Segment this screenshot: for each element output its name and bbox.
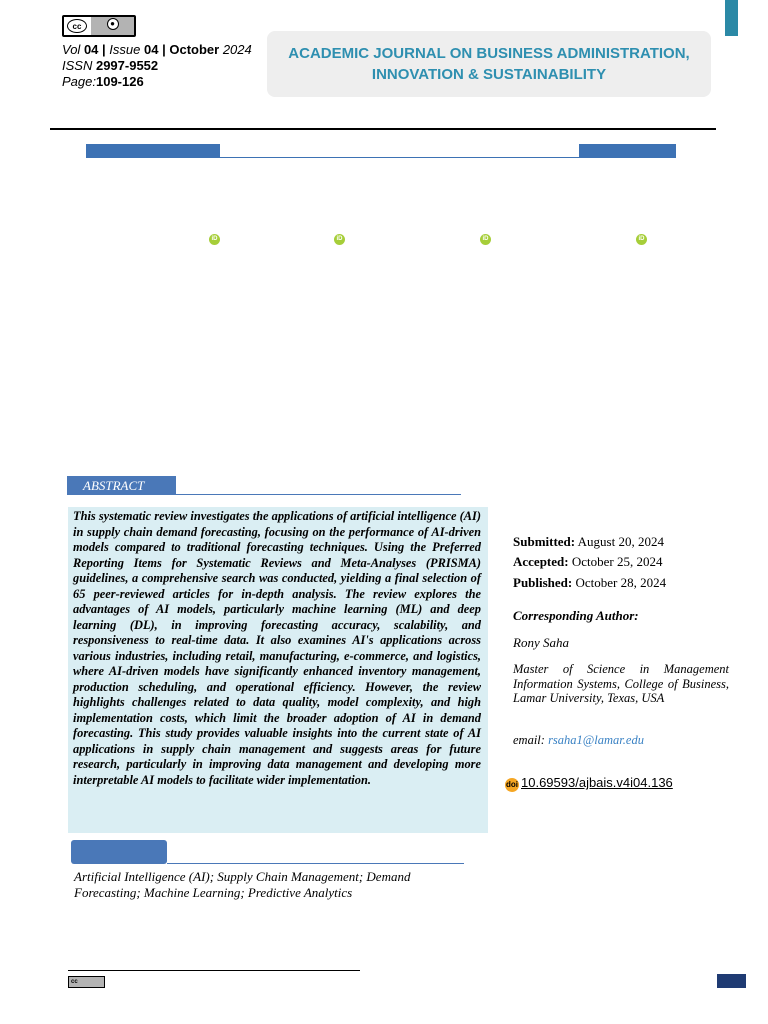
attribution-person-icon: ●: [107, 18, 119, 30]
issn-line: ISSN 2997-9552: [62, 58, 159, 73]
title-bar-right: [579, 144, 676, 158]
author-affiliation: Master of Science in Management Information Systems, College of Business, Lamar University, Texas, USA: [513, 662, 729, 705]
keywords-heading-tab: [71, 840, 167, 864]
corner-tab: [725, 0, 738, 36]
footer-rule: [68, 970, 360, 971]
by-section: [91, 17, 134, 35]
cc-icon: cc: [67, 19, 87, 33]
keywords-text: Artificial Intelligence (AI); Supply Chain Management; Demand Forecasting; Machine Learning; Predictive Analytics: [74, 869, 411, 900]
keywords-rule: [167, 863, 464, 864]
author-email-line: email: rsaha1@lamar.edu: [513, 733, 644, 747]
author-name: Rony Saha: [513, 635, 569, 650]
published-date: Published: October 28, 2024: [513, 575, 667, 590]
submitted-date: Submitted: August 20, 2024: [513, 534, 664, 549]
orcid-icon[interactable]: iD: [636, 234, 647, 245]
journal-title: ACADEMIC JOURNAL ON BUSINESS ADMINISTRATION, INNOVATION & SUSTAINABILITY: [288, 45, 690, 83]
orcid-icon[interactable]: iD: [480, 234, 491, 245]
footer-cc-badge: cc: [68, 976, 105, 988]
abstract-heading-rule: [176, 494, 461, 495]
page-line: Page:109-126: [62, 74, 144, 89]
header-rule: [50, 128, 716, 130]
accepted-date: Accepted: October 25, 2024: [513, 554, 663, 569]
orcid-icon[interactable]: iD: [209, 234, 220, 245]
doi-link[interactable]: 10.69593/ajbais.v4i04.136: [521, 775, 673, 790]
author-email-link[interactable]: rsaha1@lamar.edu: [548, 733, 644, 747]
title-bar-left: [86, 144, 220, 158]
cc-by-license-badge: [62, 15, 136, 37]
doi-icon: doi: [505, 778, 519, 792]
volume-issue-line: Vol 04 | Issue 04 | October 2024: [62, 42, 252, 57]
orcid-icon[interactable]: iD: [334, 234, 345, 245]
abstract-heading: ABSTRACT: [67, 476, 176, 495]
corresponding-author-heading: Corresponding Author:: [513, 608, 639, 623]
abstract-text: This systematic review investigates the applications of artificial intelligence (AI) in supply chain demand forecasting, focusing on the performance of AI-driven models compared to traditional forecasting techniques. Using the Preferred Reporting Items for Systematic Reviews and Meta-Analyses (PRISMA) guidelines, a comprehensive search was conducted, yielding a final selection of 65 peer-reviewed articles for in-depth analysis. The review explores the advantages of AI models, particularly machine learning (ML) and deep learning (DL), in improving forecasting accuracy, scalability, and responsiveness to real-time data. It also examines AI's applications across various industries, including retail, manufacturing, e-commerce, and logistics, where AI-driven models have significantly enhanced inventory management, production scheduling, and operational efficiency. However, the review highlights challenges related to data quality, model complexity, and high implementation costs, which limit the broader adoption of AI in demand forecasting. This study provides valuable insights into the current state of AI applications in supply chain management and suggests areas for future research, particularly in improving data management and developing more interpretable AI models to facilitate wider implementation.: [73, 509, 481, 787]
page-number-box: [717, 974, 746, 988]
